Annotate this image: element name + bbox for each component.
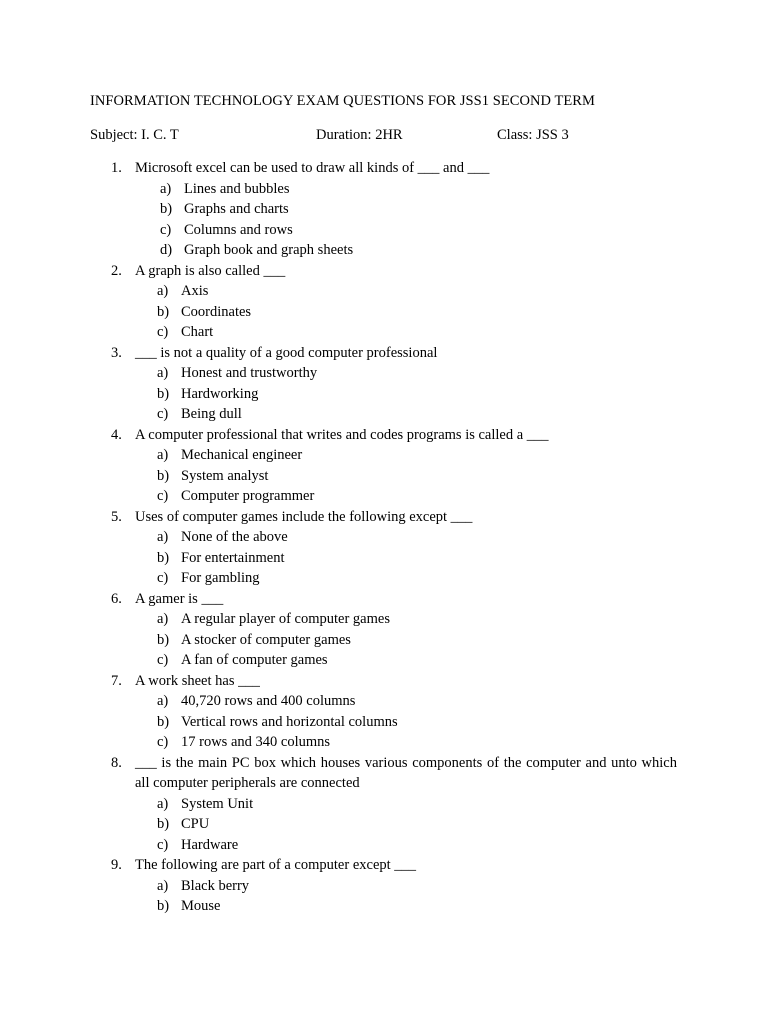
option-letter: c) — [157, 324, 169, 340]
option-item — [0, 691, 768, 712]
option-letter: b) — [157, 631, 170, 648]
option-item — [0, 712, 768, 733]
option-text: A stocker of computer games — [181, 631, 351, 648]
option-text: A fan of computer games — [181, 652, 328, 668]
option-item — [0, 281, 768, 302]
option-item — [0, 302, 768, 323]
option-list — [0, 691, 768, 753]
option-list — [0, 527, 768, 589]
option-list — [0, 876, 768, 917]
question-text: ___ is not a quality of a good computer professional — [135, 344, 438, 361]
option-item — [0, 404, 768, 425]
option-letter: b) — [157, 713, 170, 730]
option-list — [0, 445, 768, 507]
option-text: Vertical rows and horizontal columns — [181, 713, 398, 730]
option-letter: c) — [157, 836, 169, 853]
option-list — [0, 794, 768, 856]
option-letter: a) — [157, 611, 169, 627]
option-item — [0, 876, 768, 897]
option-text: 40,720 rows and 400 columns — [181, 693, 356, 709]
option-letter: a) — [157, 365, 169, 381]
option-text: Being dull — [181, 406, 242, 422]
question-item — [0, 507, 768, 589]
option-letter: c) — [157, 734, 169, 750]
option-text: Graphs and charts — [184, 201, 289, 217]
option-list — [0, 281, 768, 343]
question-text: A gamer is ___ — [135, 590, 224, 607]
question-number: 8. — [111, 754, 122, 771]
subject-label: Subject: I. C. T — [90, 127, 179, 143]
question-text: Microsoft excel can be used to draw all kinds of ___ and ___ — [135, 160, 490, 176]
option-item — [0, 548, 768, 569]
option-item — [0, 322, 768, 343]
option-letter: a) — [160, 180, 172, 197]
question-text: A graph is also called ___ — [135, 262, 286, 279]
option-item — [0, 630, 768, 651]
option-text: Coordinates — [181, 303, 252, 320]
option-list — [0, 363, 768, 425]
option-letter: b) — [160, 201, 173, 217]
question-number: 7. — [111, 672, 122, 689]
option-text: Graph book and graph sheets — [184, 242, 354, 258]
option-text: Hardware — [181, 836, 239, 853]
question-text: A work sheet has ___ — [135, 672, 260, 689]
question-item — [0, 589, 768, 671]
option-letter: c) — [157, 406, 169, 422]
option-letter: a) — [157, 693, 169, 709]
option-item — [0, 896, 768, 917]
question-item — [0, 158, 768, 261]
option-item — [0, 486, 768, 507]
duration-label: Duration: 2HR — [316, 127, 403, 143]
option-letter: c) — [157, 570, 169, 586]
option-letter: b) — [157, 816, 170, 832]
question-item — [0, 343, 768, 425]
option-text: 17 rows and 340 columns — [181, 734, 331, 750]
question-number: 4. — [111, 426, 122, 443]
option-item — [0, 814, 768, 835]
option-item — [0, 179, 768, 200]
option-text: A regular player of computer games — [181, 611, 390, 627]
option-letter: b) — [157, 385, 170, 402]
option-text: Hardworking — [181, 385, 259, 402]
option-letter: a) — [157, 877, 169, 894]
option-letter: a) — [157, 447, 169, 463]
option-item — [0, 199, 768, 220]
option-item — [0, 609, 768, 630]
question-number: 2. — [111, 262, 122, 279]
option-item — [0, 466, 768, 487]
exam-title: INFORMATION TECHNOLOGY EXAM QUESTIONS FOR JSS1 SECOND TERM — [90, 93, 595, 109]
option-item — [0, 794, 768, 815]
question-item — [0, 671, 768, 753]
option-letter: a) — [157, 529, 169, 545]
option-text: System Unit — [181, 795, 254, 812]
option-text: Chart — [181, 324, 214, 340]
option-letter: a) — [157, 283, 169, 299]
option-item — [0, 240, 768, 261]
class-label: Class: JSS 3 — [497, 127, 569, 143]
option-text: Lines and bubbles — [184, 180, 290, 197]
question-number: 3. — [111, 344, 122, 361]
option-letter: d) — [160, 242, 173, 258]
option-letter: b) — [157, 467, 170, 484]
option-item — [0, 527, 768, 548]
question-item — [0, 425, 768, 507]
option-letter: c) — [160, 221, 172, 238]
option-item — [0, 445, 768, 466]
question-item — [0, 855, 768, 917]
option-letter: a) — [157, 795, 169, 812]
option-text: Mouse — [181, 898, 221, 914]
option-item — [0, 650, 768, 671]
question-item — [0, 753, 768, 856]
option-item — [0, 835, 768, 856]
question-list — [0, 158, 768, 917]
question-number: 5. — [111, 508, 122, 525]
question-number: 6. — [111, 590, 122, 607]
option-text: None of the above — [181, 529, 288, 545]
question-text: The following are part of a computer except ___ — [135, 857, 417, 873]
question-text: ___ is the main PC box which houses various components of the computer and unto which all computer peripherals are connected — [135, 754, 677, 791]
option-text: For entertainment — [181, 549, 285, 566]
option-letter: c) — [157, 488, 169, 504]
option-list — [0, 609, 768, 671]
option-text: Axis — [181, 283, 209, 299]
option-letter: b) — [157, 549, 170, 566]
option-text: For gambling — [181, 570, 260, 586]
option-list — [0, 179, 768, 261]
question-text: Uses of computer games include the following except ___ — [135, 508, 473, 525]
option-item — [0, 568, 768, 589]
option-item — [0, 220, 768, 241]
option-item — [0, 384, 768, 405]
option-text: Honest and trustworthy — [181, 365, 318, 381]
question-number: 9. — [111, 857, 122, 873]
option-text: Mechanical engineer — [181, 447, 303, 463]
option-item — [0, 732, 768, 753]
option-letter: b) — [157, 898, 170, 914]
question-number: 1. — [111, 160, 122, 176]
option-item — [0, 363, 768, 384]
option-letter: b) — [157, 303, 170, 320]
option-text: Columns and rows — [184, 221, 293, 238]
question-item — [0, 261, 768, 343]
option-text: System analyst — [181, 467, 269, 484]
question-text: A computer professional that writes and codes programs is called a ___ — [135, 426, 549, 443]
option-text: CPU — [181, 816, 210, 832]
option-text: Black berry — [181, 877, 250, 894]
option-text: Computer programmer — [181, 488, 315, 504]
option-letter: c) — [157, 652, 169, 668]
